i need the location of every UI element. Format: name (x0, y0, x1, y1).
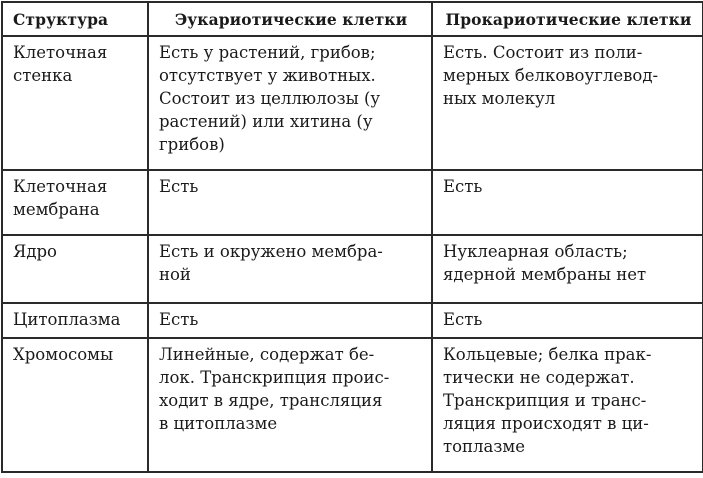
cell-text: Линейные, содержат бе- лок. Транскрипция проис- ходит в ядре, трансляция в цитоплазме (159, 345, 390, 433)
table-header (2, 2, 703, 36)
cell-structure (2, 303, 148, 338)
header-structure: Структура (2, 2, 148, 36)
cell-eukaryotic (148, 36, 432, 170)
cell-prokaryotic (432, 303, 703, 338)
cell-text: Хромосомы (13, 345, 114, 364)
table-row-cell-membrane (2, 170, 703, 235)
cell-eukaryotic (148, 338, 432, 472)
table-row-nucleus (2, 235, 703, 303)
cell-text: Есть. Состоит из поли- мерных белковоуглевод- ных молекул (443, 43, 659, 108)
cell-text: Цитоплазма (13, 310, 121, 329)
cell-text: Есть у растений, грибов; отсутствует у животных. Состоит из целлюлозы (у растений) или хитина (у грибов) (159, 43, 381, 154)
cell-text: Есть (443, 310, 483, 329)
table-body (2, 36, 703, 472)
cell-comparison-table (1, 1, 703, 473)
comparison-table-container (0, 1, 703, 478)
table-row-cell-wall (2, 36, 703, 170)
table-row-chromosomes (2, 338, 703, 472)
cell-text: Клеточная стенка (13, 43, 108, 85)
cell-text: Клеточная мембрана (13, 177, 108, 219)
cell-text: Есть (159, 310, 199, 329)
header-eukaryotic: Эукариотические клетки (148, 2, 432, 36)
cell-structure (2, 36, 148, 170)
cell-text: Кольцевые; белка прак- тически не содержат. Транскрипция и транс- ляция происходят в ци- топлазме (443, 345, 652, 456)
cell-text: Нуклеарная область; ядерной мембраны нет (443, 242, 647, 284)
header-row (2, 2, 703, 36)
cell-eukaryotic (148, 303, 432, 338)
cell-structure (2, 338, 148, 472)
cell-structure (2, 170, 148, 235)
cell-text: Ядро (13, 242, 57, 261)
cell-prokaryotic (432, 170, 703, 235)
cell-eukaryotic (148, 235, 432, 303)
table-row-cytoplasm (2, 303, 703, 338)
cell-text: Есть (443, 177, 483, 196)
cell-prokaryotic (432, 235, 703, 303)
cell-eukaryotic (148, 170, 432, 235)
cell-text: Есть (159, 177, 199, 196)
cell-text: Есть и окружено мембра- ной (159, 242, 383, 284)
cell-prokaryotic (432, 338, 703, 472)
cell-prokaryotic (432, 36, 703, 170)
cell-structure (2, 235, 148, 303)
header-prokaryotic: Прокариотические клетки (432, 2, 703, 36)
